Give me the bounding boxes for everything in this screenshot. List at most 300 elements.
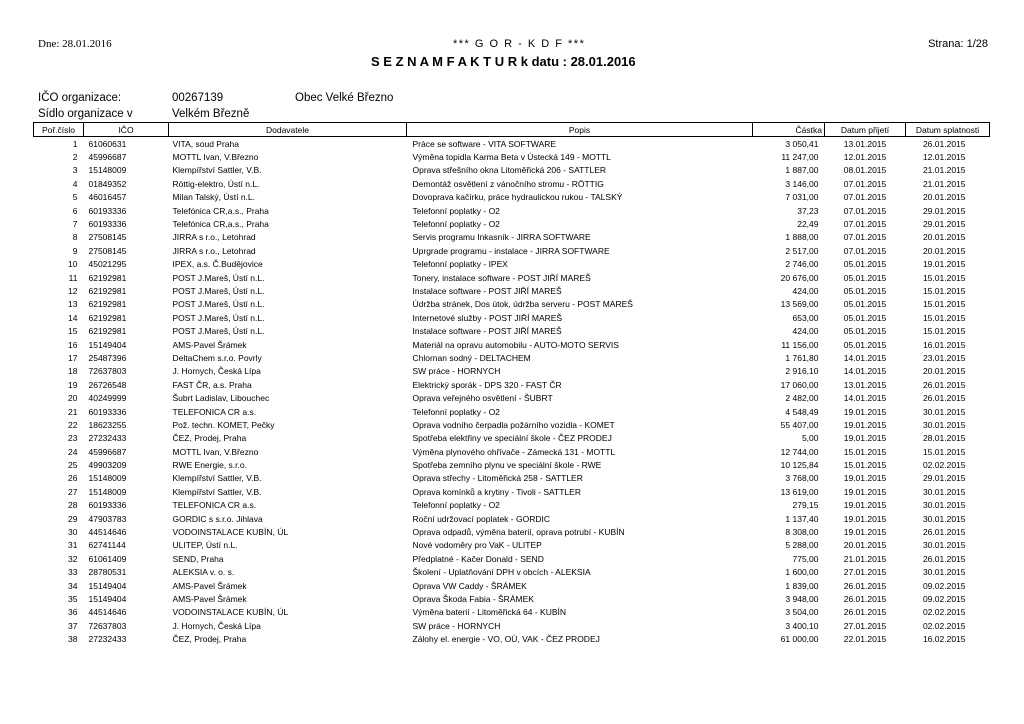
- cell-order: 2: [72, 152, 78, 163]
- cell-due: 30.01.2015: [922, 486, 966, 497]
- cell-ico: 46016457: [88, 192, 127, 203]
- cell-received: 05.01.2015: [843, 326, 887, 337]
- cell-description: Telefonní poplatky - IPEX: [412, 259, 508, 270]
- cell-received: 26.01.2015: [843, 607, 887, 618]
- cell-due: 15.01.2015: [922, 312, 966, 323]
- cell-ico: 26726548: [88, 379, 127, 390]
- cell-order: 15: [68, 326, 78, 337]
- cell-description: Instalace software - POST JIŘÍ MAREŠ: [412, 326, 562, 337]
- cell-ico: 62192981: [88, 299, 127, 310]
- cell-ico: 49903209: [88, 460, 127, 471]
- cell-supplier: VODOINSTALACE KUBÍN, ÚL: [172, 527, 289, 538]
- cell-description: Materiál na opravu automobilu - AUTO-MOTO SERVIS: [412, 339, 619, 350]
- cell-description: Telefonní poplatky - O2: [412, 219, 500, 230]
- cell-supplier: GORDIC s s.r.o. Jihlava: [172, 513, 263, 524]
- cell-received: 27.01.2015: [843, 620, 887, 631]
- cell-amount: 4 548,49: [785, 406, 819, 417]
- cell-ico: 28780531: [88, 567, 127, 578]
- cell-order: 32: [68, 553, 78, 564]
- cell-ico: 62192981: [88, 326, 127, 337]
- cell-amount: 653,00: [792, 312, 819, 323]
- cell-amount: 3 948,00: [785, 593, 819, 604]
- table-row: [34, 458, 990, 471]
- cell-received: 19.01.2015: [843, 500, 887, 511]
- cell-supplier: Telefónica CR,a.s., Praha: [172, 219, 269, 230]
- cell-amount: 1 600,00: [785, 567, 819, 578]
- page-number: Strana: 1/28: [928, 38, 988, 50]
- cell-description: Práce se software - VITA SOFTWARE: [412, 138, 557, 149]
- cell-received: 07.01.2015: [843, 245, 887, 256]
- cell-due: 16.02.2015: [922, 634, 966, 645]
- table-row: [34, 552, 990, 565]
- cell-description: Oprava odpadů, výměna baterií, oprava potrubí - KUBÍN: [412, 527, 625, 538]
- cell-order: 11: [68, 272, 78, 283]
- cell-description: Instalace software - POST JIŘÍ MAREŠ: [412, 285, 562, 296]
- cell-supplier: MOTTL Ivan, V.Březno: [172, 446, 259, 457]
- cell-received: 27.01.2015: [843, 567, 887, 578]
- cell-amount: 3 504,00: [785, 607, 819, 618]
- cell-due: 21.01.2015: [922, 165, 966, 176]
- cell-ico: 45021295: [88, 259, 127, 270]
- cell-ico: 27232433: [88, 634, 127, 645]
- table-row: [34, 298, 990, 311]
- cell-due: 29.01.2015: [922, 473, 966, 484]
- cell-received: 08.01.2015: [843, 165, 887, 176]
- cell-supplier: Telefónica CR,a.s., Praha: [172, 205, 269, 216]
- cell-order: 29: [68, 513, 78, 524]
- cell-amount: 3 400,10: [785, 620, 819, 631]
- cell-ico: 27508145: [88, 245, 127, 256]
- cell-supplier: Šubrt Ladislav, Libouchec: [172, 393, 270, 404]
- cell-ico: 62192981: [88, 272, 127, 283]
- cell-supplier: ALEKSIA v. o. s.: [172, 567, 235, 578]
- table-row: [34, 137, 990, 151]
- cell-received: 19.01.2015: [843, 433, 887, 444]
- cell-ico: 15149404: [88, 339, 127, 350]
- cell-ico: 60193336: [88, 205, 127, 216]
- cell-due: 28.01.2015: [922, 433, 966, 444]
- table-row: [34, 539, 990, 552]
- cell-received: 13.01.2015: [843, 138, 887, 149]
- cell-received: 14.01.2015: [843, 393, 887, 404]
- cell-supplier: Röttig-elektro, Ústí n.L.: [172, 178, 260, 189]
- cell-supplier: POST J.Mareš, Ústí n.L.: [172, 326, 265, 337]
- cell-amount: 13 619,00: [780, 486, 819, 497]
- cell-order: 14: [68, 312, 78, 323]
- cell-due: 12.01.2015: [922, 152, 966, 163]
- cell-description: Spotřeba zemního plynu ve speciální škole - RWE: [412, 460, 602, 471]
- cell-amount: 1 887,00: [785, 165, 819, 176]
- cell-order: 9: [72, 245, 78, 256]
- cell-received: 26.01.2015: [843, 593, 887, 604]
- cell-ico: 72637803: [88, 366, 127, 377]
- cell-received: 05.01.2015: [843, 285, 887, 296]
- cell-supplier: Pož. techn. KOMET, Pečky: [172, 419, 275, 430]
- ico-value: 00267139: [172, 92, 224, 104]
- cell-order: 27: [68, 486, 78, 497]
- cell-amount: 61 000,00: [780, 634, 819, 645]
- invoice-table: [33, 122, 990, 646]
- cell-received: 07.01.2015: [843, 219, 887, 230]
- cell-received: 20.01.2015: [843, 540, 887, 551]
- cell-received: 15.01.2015: [843, 446, 887, 457]
- cell-due: 15.01.2015: [922, 299, 966, 310]
- cell-received: 05.01.2015: [843, 312, 887, 323]
- cell-description: SW práce - HORNYCH: [412, 620, 501, 631]
- table-row: [34, 164, 990, 177]
- cell-order: 38: [68, 634, 78, 645]
- cell-due: 30.01.2015: [922, 500, 966, 511]
- cell-due: 30.01.2015: [922, 567, 966, 578]
- cell-order: 5: [72, 192, 78, 203]
- cell-description: SW práce - HORNYCH: [412, 366, 501, 377]
- cell-order: 17: [68, 352, 78, 363]
- cell-supplier: VODOINSTALACE KUBÍN, ÚL: [172, 607, 289, 618]
- table-row: [34, 217, 990, 230]
- cell-received: 15.01.2015: [843, 460, 887, 471]
- cell-supplier: SEND, Praha: [172, 553, 224, 564]
- cell-order: 37: [68, 620, 78, 631]
- cell-supplier: POST J.Mareš, Ústí n.L.: [172, 312, 265, 323]
- cell-order: 21: [68, 406, 78, 417]
- cell-due: 23.01.2015: [922, 352, 966, 363]
- cell-amount: 2 482,00: [785, 393, 819, 404]
- cell-supplier: J. Hornych, Česká Lípa: [172, 366, 261, 377]
- col-header-order: Poř.číslo: [34, 123, 84, 137]
- cell-order: 13: [68, 299, 78, 310]
- cell-received: 19.01.2015: [843, 406, 887, 417]
- col-header-amount: Částka: [753, 123, 825, 137]
- cell-received: 19.01.2015: [843, 527, 887, 538]
- cell-amount: 1 761,80: [785, 352, 819, 363]
- organization-code: *** G O R - K D F ***: [453, 38, 586, 50]
- cell-due: 19.01.2015: [922, 259, 966, 270]
- cell-amount: 11 156,00: [781, 339, 819, 350]
- cell-supplier: Klempířství Sattler, V.B.: [172, 473, 262, 484]
- cell-received: 26.01.2015: [843, 580, 887, 591]
- table-row: [34, 606, 990, 619]
- cell-received: 13.01.2015: [843, 379, 887, 390]
- table-row: [34, 284, 990, 297]
- cell-received: 14.01.2015: [843, 366, 887, 377]
- cell-supplier: Klempířství Sattler, V.B.: [172, 486, 262, 497]
- cell-amount: 7 031,00: [785, 192, 819, 203]
- cell-due: 20.01.2015: [922, 366, 966, 377]
- cell-due: 30.01.2015: [922, 540, 966, 551]
- page-title: S E Z N A M F A K T U R k datu : 28.01.2016: [371, 54, 636, 69]
- cell-due: 09.02.2015: [922, 593, 966, 604]
- cell-description: Telefonní poplatky - O2: [412, 205, 500, 216]
- cell-description: Internetové služby - POST JIŘÍ MAREŠ: [412, 312, 563, 323]
- cell-ico: 72637803: [88, 620, 127, 631]
- table-row: [34, 177, 990, 190]
- cell-due: 16.01.2015: [922, 339, 966, 350]
- cell-due: 15.01.2015: [922, 446, 966, 457]
- table-row: [34, 351, 990, 364]
- cell-received: 05.01.2015: [843, 339, 887, 350]
- col-header-received: Datum přijetí: [825, 123, 906, 137]
- cell-description: Roční udržovací poplatek - GORDIC: [412, 513, 550, 524]
- cell-due: 26.01.2015: [922, 553, 966, 564]
- cell-due: 30.01.2015: [922, 513, 966, 524]
- cell-ico: 60193336: [88, 406, 127, 417]
- cell-ico: 40249999: [88, 393, 127, 404]
- table-row: [34, 271, 990, 284]
- cell-ico: 60193336: [88, 500, 127, 511]
- cell-due: 21.01.2015: [922, 178, 966, 189]
- cell-order: 18: [68, 366, 78, 377]
- cell-ico: 15148009: [88, 486, 127, 497]
- cell-amount: 424,00: [792, 326, 819, 337]
- table-row: [34, 258, 990, 271]
- cell-received: 07.01.2015: [843, 205, 887, 216]
- cell-order: 26: [68, 473, 78, 484]
- table-row: [34, 512, 990, 525]
- cell-received: 19.01.2015: [843, 473, 887, 484]
- cell-received: 07.01.2015: [843, 178, 887, 189]
- cell-received: 05.01.2015: [843, 272, 887, 283]
- cell-supplier: ULITEP, Ústí n.L.: [172, 540, 238, 551]
- table-row: [34, 150, 990, 163]
- cell-order: 4: [72, 178, 78, 189]
- cell-due: 02.02.2015: [922, 620, 966, 631]
- cell-amount: 5,00: [801, 433, 819, 444]
- cell-due: 20.01.2015: [922, 232, 966, 243]
- cell-due: 15.01.2015: [922, 272, 966, 283]
- cell-order: 24: [68, 446, 78, 457]
- cell-amount: 22,49: [797, 219, 819, 230]
- col-header-supplier: Dodavatele: [169, 123, 407, 137]
- cell-amount: 3 146,00: [785, 178, 819, 189]
- cell-supplier: FAST ČR, a.s. Praha: [172, 379, 252, 390]
- cell-amount: 3 768,00: [785, 473, 819, 484]
- cell-ico: 62741144: [88, 540, 126, 551]
- cell-due: 30.01.2015: [922, 406, 966, 417]
- cell-description: Oprava vodního čerpadla požárního vozidla - KOMET: [412, 419, 615, 430]
- cell-supplier: J. Hornych, Česká Lípa: [172, 620, 261, 631]
- col-header-description: Popis: [407, 123, 753, 137]
- cell-description: Tonery, instalace software - POST JIŘÍ MAREŠ: [412, 272, 591, 283]
- table-header-row: [34, 123, 990, 137]
- table-row: [34, 619, 990, 632]
- cell-received: 19.01.2015: [843, 419, 887, 430]
- cell-amount: 1 137,40: [785, 513, 819, 524]
- table-row: [34, 324, 990, 337]
- cell-due: 26.01.2015: [922, 138, 966, 149]
- cell-order: 23: [68, 433, 78, 444]
- cell-order: 36: [68, 607, 78, 618]
- cell-amount: 424,00: [792, 285, 819, 296]
- cell-order: 8: [72, 232, 78, 243]
- table-row: [34, 445, 990, 458]
- cell-amount: 1 888,00: [785, 232, 819, 243]
- cell-ico: 62192981: [88, 285, 127, 296]
- cell-amount: 13 569,00: [780, 299, 819, 310]
- col-header-ico: IČO: [84, 123, 169, 137]
- table-row: [34, 365, 990, 378]
- cell-due: 15.01.2015: [922, 326, 966, 337]
- cell-ico: 45996687: [88, 446, 127, 457]
- cell-description: Oprava Škoda Fabia - ŠRÁMEK: [412, 593, 534, 604]
- cell-description: Chlornan sodný - DELTACHEM: [412, 352, 531, 363]
- table-row: [34, 391, 990, 404]
- table-row: [34, 525, 990, 538]
- cell-amount: 2 517,00: [785, 245, 819, 256]
- cell-amount: 12 744,00: [780, 446, 819, 457]
- cell-description: Oprava střešního okna Litoměřická 206 - SATTLER: [412, 165, 607, 176]
- ico-label: IČO organizace:: [38, 92, 122, 104]
- cell-order: 16: [68, 339, 78, 350]
- cell-ico: 44514646: [88, 527, 127, 538]
- cell-description: Dovoprava kačírku, práce hydraulickou rukou - TALSKÝ: [412, 192, 623, 203]
- cell-supplier: POST J.Mareš, Ústí n.L.: [172, 299, 265, 310]
- seat-value: Velkém Březně: [172, 108, 250, 120]
- cell-supplier: RWE Energie, s.r.o.: [172, 460, 247, 471]
- cell-order: 6: [72, 205, 78, 216]
- cell-supplier: ČEZ, Prodej, Praha: [172, 634, 247, 645]
- cell-received: 07.01.2015: [843, 192, 887, 203]
- cell-ico: 15149404: [88, 580, 127, 591]
- cell-ico: 60193336: [88, 219, 127, 230]
- cell-supplier: TELEFONICA CR a.s.: [172, 406, 257, 417]
- table-row: [34, 432, 990, 445]
- cell-amount: 8 308,00: [785, 527, 819, 538]
- col-header-due: Datum splatnosti: [906, 123, 990, 137]
- cell-ico: 47903783: [88, 513, 127, 524]
- table-row: [34, 231, 990, 244]
- cell-supplier: JIRRA s r.o., Letohrad: [172, 245, 256, 256]
- cell-amount: 279,15: [792, 500, 819, 511]
- cell-supplier: AMS-Pavel Šrámek: [172, 580, 247, 591]
- cell-order: 35: [68, 593, 78, 604]
- cell-ico: 62192981: [88, 312, 127, 323]
- cell-description: Elektrický sporák - DPS 320 - FAST ČR: [412, 379, 562, 390]
- cell-order: 25: [68, 460, 78, 471]
- cell-supplier: AMS-Pavel Šrámek: [172, 339, 247, 350]
- cell-supplier: POST J.Mareš, Ústí n.L.: [172, 285, 265, 296]
- cell-due: 26.01.2015: [922, 379, 966, 390]
- cell-description: Výměna topidla Karma Beta v Ústecká 149 - MOTTL: [412, 152, 611, 163]
- cell-supplier: Klempířství Sattler, V.B.: [172, 165, 262, 176]
- table-row: [34, 566, 990, 579]
- table-row: [34, 418, 990, 431]
- cell-order: 10: [68, 259, 78, 270]
- table-row: [34, 405, 990, 418]
- cell-due: 02.02.2015: [922, 460, 966, 471]
- table-row: [34, 244, 990, 257]
- cell-order: 31: [68, 540, 78, 551]
- cell-description: Školení - Uplatňování DPH v obcích - ALEKSIA: [412, 567, 591, 578]
- cell-due: 20.01.2015: [922, 245, 966, 256]
- cell-received: 22.01.2015: [843, 634, 887, 645]
- cell-due: 26.01.2015: [922, 393, 966, 404]
- cell-description: Oprava veřejného osvětlení - ŠUBRT: [412, 393, 553, 404]
- cell-supplier: MOTTL Ivan, V.Březno: [172, 152, 259, 163]
- table-row: [34, 191, 990, 204]
- cell-ico: 18623255: [88, 419, 127, 430]
- cell-received: 05.01.2015: [843, 299, 887, 310]
- cell-order: 19: [68, 379, 78, 390]
- cell-received: 19.01.2015: [843, 486, 887, 497]
- cell-description: Výměna plynového ohřívače - Zámecká 131 - MOTTL: [412, 446, 616, 457]
- cell-ico: 44514646: [88, 607, 127, 618]
- cell-ico: 61060631: [88, 138, 127, 149]
- cell-ico: 15149404: [88, 593, 127, 604]
- cell-due: 20.01.2015: [922, 192, 966, 203]
- cell-amount: 3 050,41: [785, 138, 819, 149]
- report-date: Dne: 28.01.2016: [38, 38, 112, 50]
- cell-amount: 10 125,84: [780, 460, 819, 471]
- table-row: [34, 472, 990, 485]
- cell-order: 7: [72, 219, 78, 230]
- cell-order: 3: [72, 165, 78, 176]
- cell-order: 20: [68, 393, 78, 404]
- table-row: [34, 485, 990, 498]
- cell-amount: 2 916,10: [785, 366, 819, 377]
- cell-amount: 2 746,00: [785, 259, 819, 270]
- cell-supplier: Milan Talský, Ústí n.L.: [172, 192, 256, 203]
- cell-order: 28: [68, 500, 78, 511]
- cell-amount: 11 247,00: [781, 152, 819, 163]
- table-row: [34, 338, 990, 351]
- cell-ico: 01849352: [88, 178, 127, 189]
- cell-due: 02.02.2015: [922, 607, 966, 618]
- cell-order: 30: [68, 527, 78, 538]
- cell-supplier: DeltaChem s.r.o. Povrly: [172, 352, 262, 363]
- cell-supplier: VITA, soud Praha: [172, 138, 239, 149]
- cell-received: 07.01.2015: [843, 232, 887, 243]
- cell-ico: 27508145: [88, 232, 127, 243]
- cell-description: Telefonní poplatky - O2: [412, 406, 500, 417]
- cell-description: Oprava VW Caddy - ŠRÁMEK: [412, 580, 527, 591]
- cell-received: 19.01.2015: [843, 513, 887, 524]
- cell-amount: 775,00: [792, 553, 819, 564]
- cell-description: Uprgrade programu - instalace - JIRRA SOFTWARE: [412, 245, 610, 256]
- cell-description: Telefonní poplatky - O2: [412, 500, 500, 511]
- cell-order: 22: [68, 419, 78, 430]
- cell-due: 15.01.2015: [922, 285, 966, 296]
- table-row: [34, 592, 990, 605]
- cell-ico: 15148009: [88, 473, 127, 484]
- cell-due: 26.01.2015: [922, 527, 966, 538]
- cell-supplier: ČEZ, Prodej, Praha: [172, 433, 247, 444]
- cell-amount: 5 288,00: [785, 540, 819, 551]
- cell-received: 12.01.2015: [843, 152, 887, 163]
- cell-description: Údržba stránek, Dos útok, údržba serveru - POST MAREŠ: [412, 299, 633, 310]
- cell-amount: 17 060,00: [780, 379, 819, 390]
- seat-label: Sídlo organizace v: [38, 108, 133, 120]
- cell-due: 29.01.2015: [922, 219, 966, 230]
- cell-supplier: TELEFONICA CR a.s.: [172, 500, 257, 511]
- table-row: [34, 499, 990, 512]
- cell-description: Oprava střechy - Litoměřická 258 - SATTLER: [412, 473, 583, 484]
- cell-description: Nové vodoměry pro VaK - ULITEP: [412, 540, 542, 551]
- cell-supplier: AMS-Pavel Šrámek: [172, 593, 247, 604]
- table-row: [34, 378, 990, 391]
- organization-name: Obec Velké Březno: [295, 92, 394, 104]
- cell-ico: 61061409: [88, 553, 127, 564]
- cell-supplier: POST J.Mareš, Ústí n.L.: [172, 272, 265, 283]
- cell-order: 33: [68, 567, 78, 578]
- cell-ico: 15148009: [88, 165, 127, 176]
- cell-amount: 37,23: [797, 205, 819, 216]
- cell-ico: 25487396: [88, 352, 127, 363]
- cell-description: Předplatné - Kačer Donald - SEND: [412, 553, 544, 564]
- cell-supplier: IPEX, a.s. Č.Budějovice: [172, 259, 263, 270]
- cell-amount: 55 407,00: [780, 419, 819, 430]
- cell-order: 1: [72, 138, 78, 149]
- cell-due: 29.01.2015: [922, 205, 966, 216]
